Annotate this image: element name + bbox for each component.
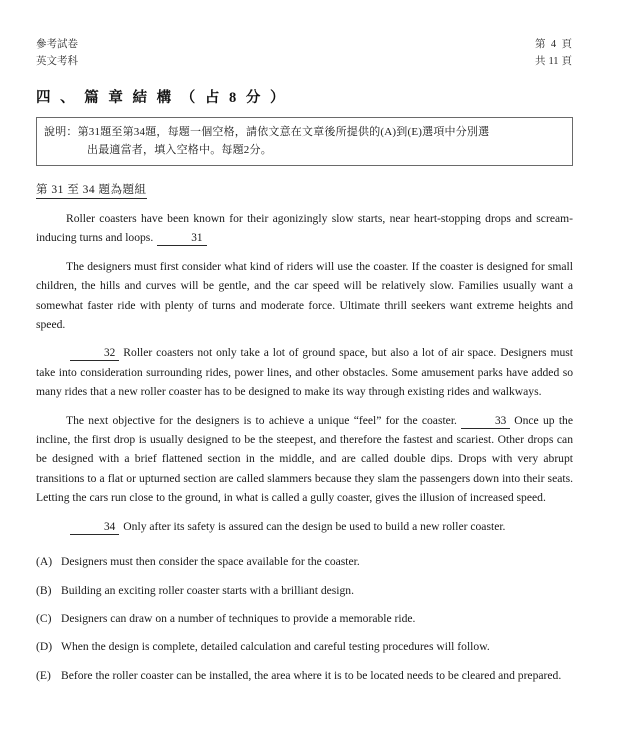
page-number: 4 [550, 39, 557, 50]
total-label: 共 [535, 56, 546, 67]
instruction-line-1: 說明：第31題至第34題，每題一個空格，請依文意在文章後所提供的(A)到(E)選項中分別選 [44, 126, 490, 138]
option-item-d[interactable] [36, 637, 573, 656]
option-text: When the design is complete, detailed calculation and careful testing procedures will follow. [61, 640, 490, 654]
section-title: 四 、 篇 章 結 構 （ 占 8 分 ） [36, 90, 288, 106]
passage-text-before: The designers must first consider what kind of riders will use the coaster. If the coaster is designed for small children, the hills and curves will be gentle, and the car speed will be relatively slow. Families usually want a somewhat faster ride with plenty of turns and moderate force. Ultimate thrill seekers want extreme heights and speed. [36, 259, 573, 332]
question-group-label: 第 31 至 34 題為題組 [36, 181, 147, 199]
option-item-e[interactable] [36, 666, 573, 685]
option-key: (E) [36, 668, 51, 682]
page-label: 第 [535, 39, 546, 50]
answer-blank-33[interactable]: 33 [461, 414, 510, 429]
exam-paper-type: 參考試卷 [36, 39, 78, 50]
page-numbering [535, 36, 572, 70]
exam-identifier [36, 36, 78, 70]
option-text: Designers can draw on a number of techniques to provide a memorable ride. [61, 611, 416, 625]
option-item-b[interactable] [36, 581, 573, 600]
passage-paragraph [36, 209, 573, 248]
passage-text-before: The next objective for the designers is to achieve a unique “feel” for the coaster. [66, 413, 457, 427]
passage-text-after: Roller coasters not only take a lot of ground space, but also a lot of air space. Designers must take into consideration surrounding rides, power lines, and other obstacles. Some amusement parks have added so many rides that a new roller coaster has to be designed to make its way through existing rides and walkways. [36, 346, 573, 399]
answer-blank-31[interactable]: 31 [157, 231, 206, 246]
option-key: (A) [36, 555, 53, 569]
current-page-row [535, 36, 572, 53]
option-item-c[interactable] [36, 609, 573, 628]
option-item-a[interactable] [36, 552, 573, 571]
option-key: (B) [36, 583, 52, 597]
total-unit: 頁 [561, 56, 572, 67]
total-page-number: 11 [548, 56, 559, 67]
passage-text-after: Only after its safety is assured can the design be used to build a new roller coaster. [123, 519, 506, 533]
page-header [36, 36, 572, 70]
answer-options-list [36, 552, 573, 685]
passage-paragraph [36, 517, 573, 536]
instruction-box [36, 117, 573, 166]
total-pages-row [535, 53, 572, 70]
page-unit: 頁 [561, 39, 572, 50]
answer-blank-32[interactable]: 32 [70, 346, 119, 361]
option-key: (C) [36, 611, 52, 625]
answer-blank-34[interactable]: 34 [70, 520, 119, 535]
option-text: Before the roller coaster can be installed, the area where it is to be located needs to be cleared and prepared. [61, 668, 562, 682]
passage-paragraph [36, 343, 573, 401]
passage-text-before: Roller coasters have been known for their agonizingly slow starts, near heart-stopping drops and scream-inducing turns and loops. [36, 212, 573, 245]
passage-paragraph [36, 257, 573, 335]
question-group-label-wrap [36, 180, 572, 209]
option-key: (D) [36, 640, 53, 654]
passage-text-after: Once up the incline, the first drop is usually designed to be the steepest, and therefore the fastest and scariest. Other drops can be designed with a brief flattened section in the middle, and are called double dips. Drops with very abrupt transitions to a flat or upturned section are called slammers because they slam the passengers down into their seats. Letting the cars run close to the ground, in what is called a gully coaster, gives the illusion of increased speed. [36, 413, 573, 505]
passage-paragraph [36, 411, 573, 508]
exam-subject: 英文考科 [36, 56, 78, 67]
option-text: Building an exciting roller coaster starts with a brilliant design. [61, 583, 354, 597]
option-text: Designers must then consider the space available for the coaster. [61, 555, 360, 569]
instruction-line-2: 出最適當者，填入空格中。每題2分。 [87, 144, 272, 156]
